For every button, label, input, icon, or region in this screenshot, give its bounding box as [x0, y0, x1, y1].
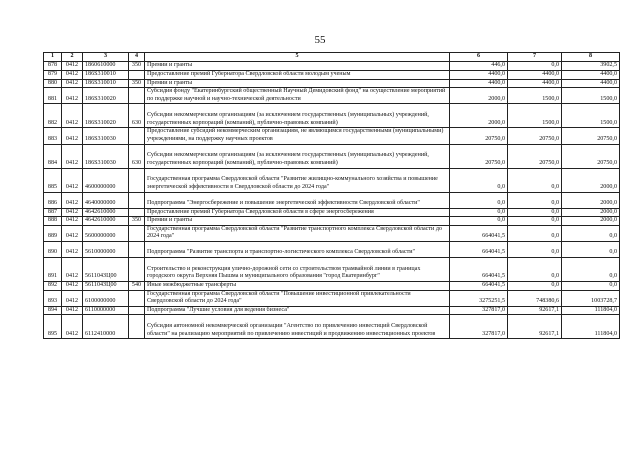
target-article-code: 186S310010	[83, 79, 129, 88]
row-number: 881	[44, 88, 62, 104]
row-number: 889	[44, 225, 62, 241]
table-row	[44, 192, 620, 208]
amount-col6: 0,0	[450, 168, 508, 192]
item-name: Подпрограмма "Развитие транспорта и транспортно-логистического комплекса Свердловской области"	[145, 241, 450, 257]
section-code: 0412	[62, 168, 83, 192]
header-col-4: 4	[129, 53, 145, 62]
item-name: Субсидии некоммерческим организациям (за исключением государственных (муниципальных) учреждений, государственных корпораций (компаний), публично-правовых компаний)	[145, 104, 450, 128]
amount-col7: 0,0	[508, 241, 562, 257]
amount-col7: 4400,0	[508, 79, 562, 88]
expense-type-code: 630	[129, 144, 145, 168]
amount-col6: 2000,0	[450, 104, 508, 128]
table-row	[44, 241, 620, 257]
row-number: 888	[44, 217, 62, 226]
row-number: 882	[44, 104, 62, 128]
amount-col8: 3902,5	[562, 62, 620, 71]
item-name: Государственная программа Свердловской области "Развитие транспортного комплекса Свердловской области до 2024 года"	[145, 225, 450, 241]
expense-type-code	[129, 192, 145, 208]
row-number: 884	[44, 144, 62, 168]
expense-type-code	[129, 290, 145, 306]
amount-col8: 0,0	[562, 281, 620, 290]
table-row	[44, 79, 620, 88]
row-number: 891	[44, 257, 62, 281]
amount-col6: 0,0	[450, 217, 508, 226]
target-article-code: 561104ЗЦ00	[83, 281, 129, 290]
amount-col7: 0,0	[508, 281, 562, 290]
expense-type-code	[129, 70, 145, 79]
item-name: Иные межбюджетные трансферты	[145, 281, 450, 290]
amount-col6: 0,0	[450, 208, 508, 217]
amount-col6: 2000,0	[450, 88, 508, 104]
row-number: 885	[44, 168, 62, 192]
amount-col8: 1500,0	[562, 104, 620, 128]
table-row	[44, 281, 620, 290]
amount-col6: 446,0	[450, 62, 508, 71]
amount-col6: 664041,5	[450, 257, 508, 281]
amount-col7: 0,0	[508, 62, 562, 71]
table-row	[44, 88, 620, 104]
row-number: 887	[44, 208, 62, 217]
row-number: 880	[44, 79, 62, 88]
expense-type-code	[129, 225, 145, 241]
target-article-code: 186S310030	[83, 128, 129, 144]
row-number: 893	[44, 290, 62, 306]
expense-type-code	[129, 306, 145, 315]
amount-col8: 4400,0	[562, 70, 620, 79]
table-row	[44, 62, 620, 71]
expense-type-code: 350	[129, 62, 145, 71]
item-name: Премии и гранты	[145, 62, 450, 71]
amount-col6: 664041,5	[450, 241, 508, 257]
target-article-code: 1860610000	[83, 62, 129, 71]
item-name: Премии и гранты	[145, 217, 450, 226]
section-code: 0412	[62, 144, 83, 168]
table-row	[44, 144, 620, 168]
header-col-8: 8	[562, 53, 620, 62]
table-header-row	[44, 53, 620, 62]
amount-col8: 0,0	[562, 225, 620, 241]
item-name: Строительство и реконструкция улично-дорожной сети со строительством трамвайной линии в границах городского округа Верхняя Пышма и муниципального образования "город Екатеринбург"	[145, 257, 450, 281]
row-number: 892	[44, 281, 62, 290]
expense-type-code	[129, 128, 145, 144]
amount-col8: 0,0	[562, 257, 620, 281]
header-col-6: 6	[450, 53, 508, 62]
section-code: 0412	[62, 192, 83, 208]
amount-col6: 327817,0	[450, 306, 508, 315]
target-article-code: 5610000000	[83, 241, 129, 257]
item-name: Предоставление премий Губернатора Свердловской области в сфере энергосбережения	[145, 208, 450, 217]
section-code: 0412	[62, 217, 83, 226]
item-name: Субсидия автономной некоммерческой организации "Агентство по привлечению инвестиций Свердловской области" на реализацию мероприятий по привлечению инвестиций и продвижению инвестиционных проектов	[145, 315, 450, 339]
amount-col8: 111804,0	[562, 306, 620, 315]
row-number: 878	[44, 62, 62, 71]
table-row	[44, 70, 620, 79]
row-number: 886	[44, 192, 62, 208]
item-name: Подпрограмма "Лучшие условия для ведения бизнеса"	[145, 306, 450, 315]
amount-col6: 4400,0	[450, 70, 508, 79]
table-row	[44, 128, 620, 144]
header-col-3: 3	[83, 53, 129, 62]
amount-col7: 1500,0	[508, 104, 562, 128]
item-name: Государственная программа Свердловской области "Повышение инвестиционной привлекательности Свердловской области до 2024 года"	[145, 290, 450, 306]
target-article-code: 5600000000	[83, 225, 129, 241]
table-row	[44, 104, 620, 128]
amount-col7: 748380,6	[508, 290, 562, 306]
amount-col6: 3275251,5	[450, 290, 508, 306]
amount-col8: 2000,0	[562, 168, 620, 192]
target-article-code: 561104ЗЦ00	[83, 257, 129, 281]
amount-col8: 0,0	[562, 241, 620, 257]
section-code: 0412	[62, 281, 83, 290]
amount-col8: 4400,0	[562, 79, 620, 88]
target-article-code: 6100000000	[83, 290, 129, 306]
target-article-code: 4640000000	[83, 192, 129, 208]
expense-type-code	[129, 88, 145, 104]
table-row	[44, 208, 620, 217]
section-code: 0412	[62, 315, 83, 339]
section-code: 0412	[62, 290, 83, 306]
row-number: 883	[44, 128, 62, 144]
expense-type-code	[129, 315, 145, 339]
expense-type-code	[129, 257, 145, 281]
table-row	[44, 290, 620, 306]
table-row	[44, 225, 620, 241]
budget-table	[43, 52, 620, 339]
table-row	[44, 257, 620, 281]
amount-col8: 2000,0	[562, 217, 620, 226]
item-name: Предоставление премий Губернатора Свердловской области молодым ученым	[145, 70, 450, 79]
target-article-code: 186S310020	[83, 104, 129, 128]
section-code: 0412	[62, 62, 83, 71]
amount-col6: 664041,5	[450, 281, 508, 290]
expense-type-code: 630	[129, 104, 145, 128]
section-code: 0412	[62, 88, 83, 104]
header-col-1: 1	[44, 53, 62, 62]
target-article-code: 186S310030	[83, 144, 129, 168]
row-number: 879	[44, 70, 62, 79]
section-code: 0412	[62, 70, 83, 79]
row-number: 890	[44, 241, 62, 257]
expense-type-code	[129, 168, 145, 192]
target-article-code: 186S310010	[83, 70, 129, 79]
amount-col7: 0,0	[508, 168, 562, 192]
target-article-code: 186S310020	[83, 88, 129, 104]
amount-col6: 0,0	[450, 192, 508, 208]
amount-col7: 0,0	[508, 257, 562, 281]
section-code: 0412	[62, 306, 83, 315]
table-row	[44, 217, 620, 226]
table-row	[44, 168, 620, 192]
amount-col7: 20750,0	[508, 144, 562, 168]
section-code: 0412	[62, 104, 83, 128]
amount-col7: 0,0	[508, 225, 562, 241]
amount-col7: 4400,0	[508, 70, 562, 79]
table-row	[44, 306, 620, 315]
amount-col8: 2000,0	[562, 208, 620, 217]
amount-col6: 4400,0	[450, 79, 508, 88]
expense-type-code	[129, 208, 145, 217]
page-number: 55	[314, 34, 326, 46]
target-article-code: 6110000000	[83, 306, 129, 315]
target-article-code: 6112410000	[83, 315, 129, 339]
table-row	[44, 315, 620, 339]
expense-type-code: 540	[129, 281, 145, 290]
amount-col8: 1003728,7	[562, 290, 620, 306]
amount-col8: 20750,0	[562, 128, 620, 144]
table-body	[44, 62, 620, 339]
amount-col6: 664041,5	[450, 225, 508, 241]
amount-col7: 20750,0	[508, 128, 562, 144]
target-article-code: 4600000000	[83, 168, 129, 192]
amount-col6: 20750,0	[450, 144, 508, 168]
section-code: 0412	[62, 79, 83, 88]
item-name: Подпрограмма "Энергосбережение и повышение энергетической эффективности Свердловской области"	[145, 192, 450, 208]
amount-col7: 0,0	[508, 208, 562, 217]
item-name: Премии и гранты	[145, 79, 450, 88]
amount-col7: 92617,1	[508, 315, 562, 339]
section-code: 0412	[62, 225, 83, 241]
amount-col6: 327817,0	[450, 315, 508, 339]
amount-col7: 0,0	[508, 217, 562, 226]
amount-col7: 0,0	[508, 192, 562, 208]
expense-type-code: 350	[129, 79, 145, 88]
amount-col7: 92617,1	[508, 306, 562, 315]
target-article-code: 4642610000	[83, 208, 129, 217]
section-code: 0412	[62, 241, 83, 257]
section-code: 0412	[62, 128, 83, 144]
row-number: 895	[44, 315, 62, 339]
item-name: Субсидия фонду "Екатеринбургский общественный Научный Демидовский фонд" на осуществление мероприятий по поддержке научной и научно-технической деятельности	[145, 88, 450, 104]
item-name: Предоставление субсидий некоммерческим организациям, не являющимся государственными (муниципальными) учреждениями, на поддержку научных проектов	[145, 128, 450, 144]
amount-col8: 111804,0	[562, 315, 620, 339]
amount-col6: 20750,0	[450, 128, 508, 144]
section-code: 0412	[62, 257, 83, 281]
item-name: Субсидии некоммерческим организациям (за исключением государственных (муниципальных) учреждений, государственных корпораций (компаний), публично-правовых компаний)	[145, 144, 450, 168]
header-col-7: 7	[508, 53, 562, 62]
expense-type-code	[129, 241, 145, 257]
expense-type-code: 350	[129, 217, 145, 226]
header-col-5: 5	[145, 53, 450, 62]
amount-col7: 1500,0	[508, 88, 562, 104]
amount-col8: 1500,0	[562, 88, 620, 104]
section-code: 0412	[62, 208, 83, 217]
amount-col8: 20750,0	[562, 144, 620, 168]
amount-col8: 2000,0	[562, 192, 620, 208]
target-article-code: 4642610000	[83, 217, 129, 226]
item-name: Государственная программа Свердловской области "Развитие жилищно-коммунального хозяйства и повышение энергетической эффективности в Свердловской области до 2024 года"	[145, 168, 450, 192]
row-number: 894	[44, 306, 62, 315]
header-col-2: 2	[62, 53, 83, 62]
